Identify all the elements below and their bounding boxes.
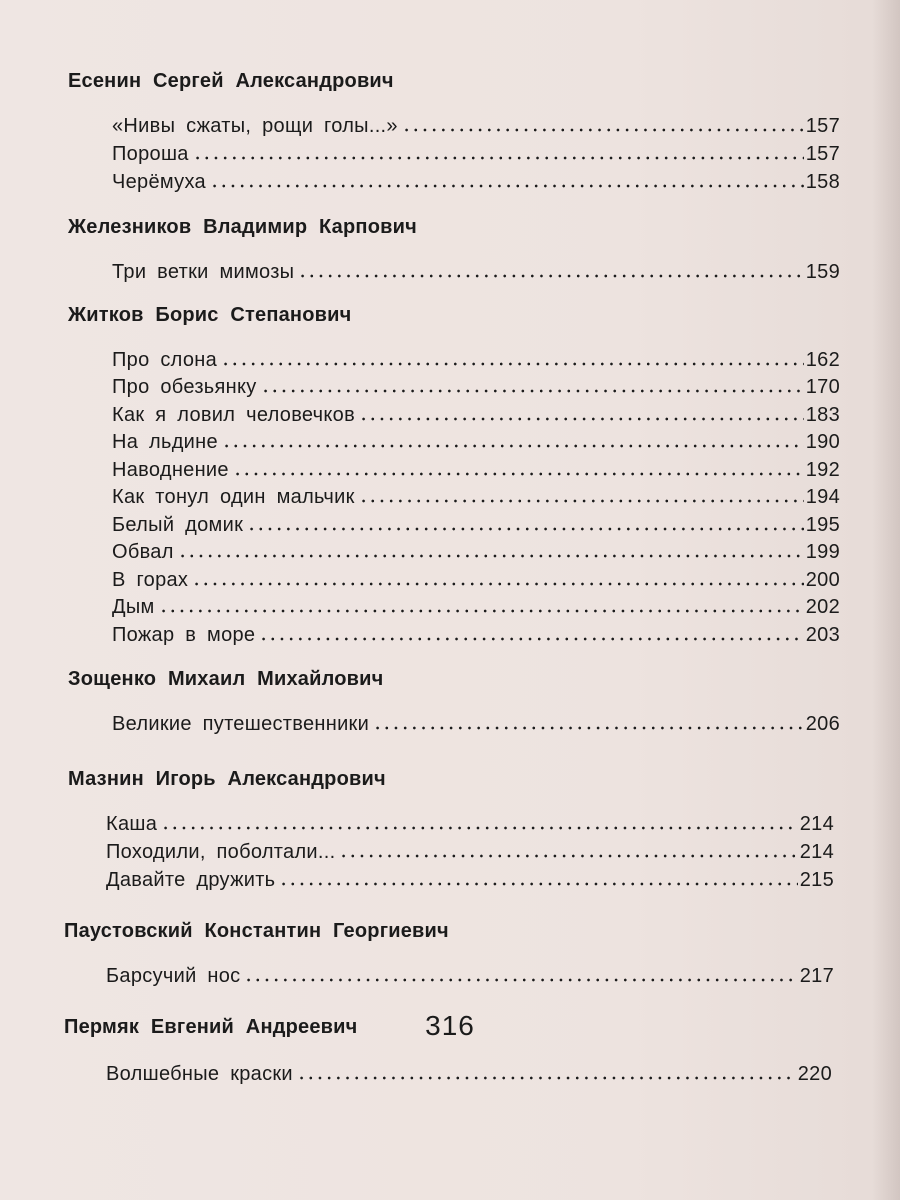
toc-entry — [112, 110, 840, 138]
work-title: Пожар в море — [112, 624, 256, 646]
work-page-number: 195 — [805, 514, 840, 536]
dot-leader — [178, 554, 804, 558]
work-page-number: 194 — [805, 486, 840, 508]
dot-leader — [297, 1076, 796, 1080]
toc-entry — [112, 256, 840, 284]
dot-leader — [259, 637, 803, 641]
author-name: Пермяк Евгений Андреевич — [64, 1016, 358, 1038]
toc-entry — [106, 1058, 832, 1086]
dot-leader — [261, 389, 804, 393]
toc-entry — [106, 836, 834, 864]
dot-leader — [247, 527, 804, 531]
toc-entry — [106, 960, 834, 988]
toc-entry — [112, 138, 840, 166]
work-title: Давайте дружить — [106, 869, 276, 891]
work-title: Обвал — [112, 541, 174, 563]
work-title: «Нивы сжаты, рощи голы...» — [112, 115, 398, 137]
work-page-number: 192 — [805, 459, 840, 481]
work-title: Волшебные краски — [106, 1063, 293, 1085]
dot-leader — [279, 882, 797, 886]
work-page-number: 159 — [805, 261, 840, 283]
dot-leader — [359, 499, 804, 503]
dot-leader — [359, 417, 804, 421]
toc-entry — [112, 564, 840, 592]
dot-leader — [192, 582, 803, 586]
work-title: Походили, поболтали... — [106, 841, 336, 863]
author-name: Мазнин Игорь Александрович — [68, 768, 386, 790]
work-title: Черёмуха — [112, 171, 206, 193]
dot-leader — [161, 826, 798, 830]
toc-entry — [112, 371, 840, 399]
work-page-number: 190 — [805, 431, 840, 453]
work-page-number: 162 — [805, 349, 840, 371]
dot-leader — [402, 128, 804, 132]
toc-entry — [112, 509, 840, 537]
author-name: Железников Владимир Карпович — [68, 216, 417, 238]
toc-entry — [112, 481, 840, 509]
work-title: Как я ловил человечков — [112, 404, 356, 426]
dot-leader — [159, 609, 804, 613]
work-title: Пороша — [112, 143, 189, 165]
work-title: Три ветки мимозы — [112, 261, 295, 283]
toc-entry — [112, 344, 840, 372]
work-title: Как тонул один мальчик — [112, 486, 355, 508]
work-page-number: 157 — [805, 143, 840, 165]
work-page-number: 217 — [799, 965, 834, 987]
dot-leader — [193, 156, 804, 160]
work-page-number: 199 — [805, 541, 840, 563]
author-name: Житков Борис Степанович — [68, 304, 352, 326]
work-title: В горах — [112, 569, 189, 591]
work-page-number: 157 — [805, 115, 840, 137]
dot-leader — [210, 184, 804, 188]
work-page-number: 170 — [805, 376, 840, 398]
author-name: Есенин Сергей Александрович — [68, 70, 394, 92]
toc-entry — [106, 808, 834, 836]
work-page-number: 215 — [799, 869, 834, 891]
dot-leader — [298, 274, 803, 278]
work-title: Каша — [106, 813, 158, 835]
toc-entry — [112, 591, 840, 619]
dot-leader — [221, 362, 804, 366]
work-page-number: 202 — [805, 596, 840, 618]
work-title: Белый домик — [112, 514, 244, 536]
toc-entry — [112, 708, 840, 736]
work-title: Про обезьянку — [112, 376, 257, 398]
author-name: Паустовский Константин Георгиевич — [64, 920, 449, 942]
dot-leader — [233, 472, 804, 476]
work-title: Великие путешественники — [112, 713, 370, 735]
page-number: 316 — [425, 1010, 475, 1041]
work-page-number: 183 — [805, 404, 840, 426]
work-page-number: 214 — [799, 841, 834, 863]
dot-leader — [373, 726, 804, 730]
work-page-number: 214 — [799, 813, 834, 835]
work-page-number: 158 — [805, 171, 840, 193]
toc-entry — [106, 864, 834, 892]
work-page-number: 203 — [805, 624, 840, 646]
work-title: Про слона — [112, 349, 218, 371]
work-title: На льдине — [112, 431, 218, 453]
dot-leader — [222, 444, 804, 448]
author-name: Зощенко Михаил Михайлович — [68, 668, 384, 690]
toc-entry — [112, 426, 840, 454]
toc-entry — [112, 399, 840, 427]
work-page-number: 206 — [805, 713, 840, 735]
work-title: Барсучий нос — [106, 965, 241, 987]
toc-entry — [112, 619, 840, 647]
toc-entry — [112, 454, 840, 482]
toc-entry — [112, 536, 840, 564]
dot-leader — [244, 978, 797, 982]
work-page-number: 220 — [797, 1063, 832, 1085]
dot-leader — [339, 854, 797, 858]
work-title: Наводнение — [112, 459, 229, 481]
work-title: Дым — [112, 596, 155, 618]
toc-entry — [112, 166, 840, 194]
work-page-number: 200 — [805, 569, 840, 591]
